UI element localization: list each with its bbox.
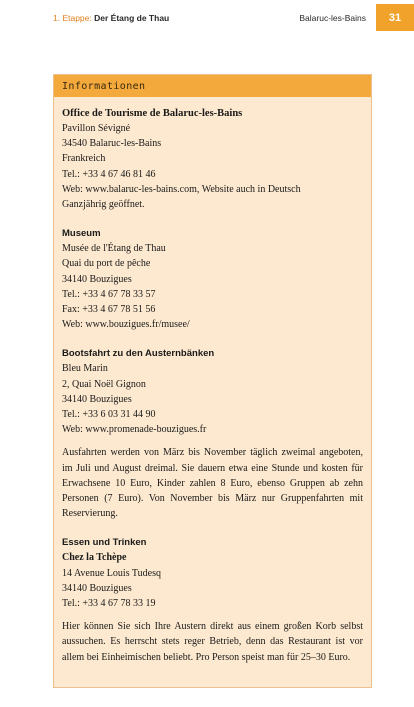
museum-web: Web: www.bouzigues.fr/musee/ (62, 319, 190, 331)
tourism-hours: Ganzjährig geöffnet. (62, 199, 145, 211)
museum-line: Quai du port de pêche (62, 258, 151, 270)
food-section (62, 535, 363, 664)
tourism-web: Web: www.balaruc-les-bains.com, Website auch in Deutsch (62, 183, 301, 195)
museum-line: 34140 Bouzigues (62, 273, 132, 285)
restaurant-name: Chez la Tchèpe (62, 552, 127, 564)
page-header (0, 0, 414, 36)
running-title: Balaruc-les-Bains (299, 13, 366, 23)
tourism-line: 34540 Balaruc-les-Bains (62, 138, 162, 150)
museum-fax: Fax: +33 4 67 78 51 56 (62, 304, 156, 316)
tourism-phone: Tel.: +33 4 67 46 81 46 (62, 168, 156, 180)
restaurant-line: 34140 Bouzigues (62, 582, 132, 594)
information-box-title: Informationen (54, 75, 371, 97)
boat-trip-title: Bootsfahrt zu den Austernbänken (62, 348, 215, 360)
tourism-line: Pavillon Sévigné (62, 123, 131, 134)
museum-phone: Tel.: +33 4 67 78 33 57 (62, 288, 156, 300)
stage-number: 1. Etappe: (53, 13, 92, 23)
boat-phone: Tel.: +33 6 03 31 44 90 (62, 409, 156, 421)
tourism-office-section (62, 106, 363, 212)
restaurant-description: Hier können Sie sich Ihre Austern direkt aus einem großen Korb selbst aussuchen. Es herrscht stets reger Betrieb, denn das Restaurant ist vor allem bei Einheimischen beliebt. Pro Person speist man für 25–30 Euro. (62, 621, 363, 663)
boat-line: 34140 Bouzigues (62, 393, 132, 405)
food-title: Essen und Trinken (62, 537, 147, 549)
museum-title: Museum (62, 228, 101, 240)
museum-section (62, 226, 363, 332)
information-box (53, 74, 372, 688)
boat-trip-section (62, 346, 363, 521)
stage-label (53, 13, 169, 23)
stage-title: Der Étang de Thau (94, 13, 170, 23)
boat-web: Web: www.promenade-bouzigues.fr (62, 424, 207, 436)
boat-line: 2, Quai Noël Gignon (62, 378, 146, 390)
boat-line: Bleu Marin (62, 363, 108, 375)
tourism-office-title: Office de Tourisme de Balaruc-les-Bains (62, 108, 243, 119)
tourism-line: Frankreich (62, 153, 106, 165)
museum-line: Musée de l'Étang de Thau (62, 243, 166, 255)
boat-trip-description: Ausfahrten werden von März bis November täglich zweimal angeboten, im Juli und August dreimal. Sie dauern etwa eine Stunde und kosten für Erwachsene 10 Euro, Kinder zahlen 8 Euro, ebenso Gruppen ab zehn Personen (7 Euro). Von November bis März nur Gruppenfahrten mit Reservierung. (62, 447, 363, 520)
restaurant-line: 14 Avenue Louis Tudesq (62, 567, 161, 579)
page-number: 31 (376, 4, 414, 31)
information-content (54, 97, 371, 665)
restaurant-phone: Tel.: +33 4 67 78 33 19 (62, 598, 156, 610)
